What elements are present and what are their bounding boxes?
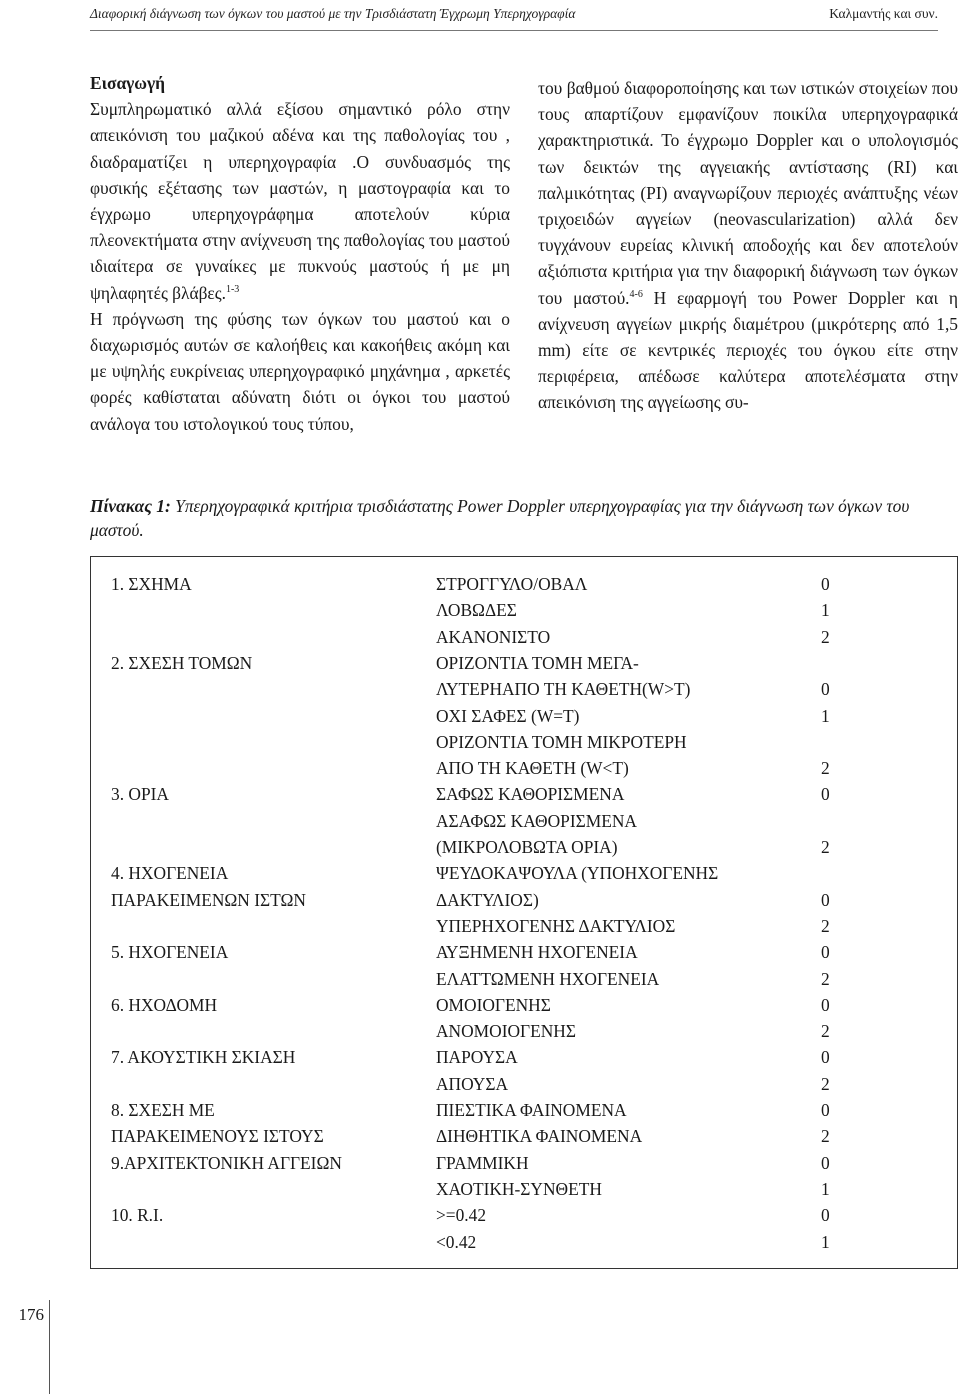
- table-row: [91, 1044, 957, 1070]
- finding-cell: ΟΡΙΖΟΝΤΙΑ ΤΟΜΗ ΜΕΓΑ-: [436, 652, 639, 673]
- reference-superscript: 1-3: [225, 283, 240, 295]
- finding-cell: ΣΤΡΟΓΓΥΛΟ/ΟΒΑΛ: [436, 574, 588, 594]
- finding-cell: ΠΙΕΣΤΙΚΑ ΦΑΙΝΟΜΕΝΑ: [436, 1100, 627, 1120]
- table-row: [91, 624, 957, 650]
- table-row: [91, 1097, 957, 1123]
- finding-cell: >=0.42: [436, 1205, 487, 1226]
- finding-cell: ΑΚΑΝΟΝΙΣΤΟ: [436, 626, 551, 647]
- table-row: [91, 887, 957, 913]
- criterion-cell: 6. ΗΧΟΔΟΜΗ: [111, 994, 218, 1015]
- criterion-cell: 9.ΑΡΧΙΤΕΚΤΟΝΙΚΗ ΑΓΓΕΙΩΝ: [111, 1152, 342, 1173]
- header-authors: Καλμαντής και συν.: [829, 6, 938, 21]
- score-cell: 0: [821, 889, 830, 910]
- finding-cell: ΑΝΟΜΟΙΟΓΕΝΗΣ: [436, 1021, 576, 1042]
- left-paragraph-2: Η πρόγνωση της φύσης των όγκων του μαστού και ο διαχωρισμός αυτών σε καλοήθεις και κακοήθεις ακόμη και με υψηλής ευκρίνειας υπερηχογραφικό μηχάνημα , αρκετές φορές καθίσταται αδύνατη διότι οι όγκοι του μαστού ανάλογα του ιστολογικού τους τύπου,: [90, 308, 510, 434]
- score-cell: 0: [821, 574, 830, 594]
- score-cell: 2: [821, 1126, 830, 1147]
- right-paragraph-2-text: Η εφαρμογή του Power Doppler και η ανίχνευση αγγείων μικρής διαμέτρου (μικρότερης από 1,5 mm) είτε σε κεντρικές περιοχές του όγκου είτε στην περιφέρεια, απέδωσε καλύτερα αποτελέσματα στην απεικόνιση της αγγείωσης συ-: [538, 287, 959, 413]
- criterion-cell: 3. ΟΡΙΑ: [111, 784, 169, 805]
- table-row: [91, 703, 957, 729]
- score-cell: 0: [821, 1100, 830, 1120]
- finding-cell: ΟΧΙ ΣΑΦΕΣ (W=T): [436, 705, 580, 726]
- finding-cell: ΔΙΗΘΗΤΙΚΑ ΦΑΙΝΟΜΕΝΑ: [436, 1126, 643, 1147]
- score-cell: 1: [821, 1178, 830, 1199]
- right-paragraph: [538, 75, 958, 416]
- finding-cell: ΣΑΦΩΣ ΚΑΘΟΡΙΣΜΕΝΑ: [436, 784, 625, 805]
- table-row: [91, 781, 957, 807]
- finding-cell: ΟΜΟΙΟΓΕΝΗΣ: [436, 994, 551, 1015]
- finding-cell: ΠΑΡΟΥΣΑ: [436, 1047, 518, 1068]
- criterion-cell: 5. ΗΧΟΓΕΝΕΙΑ: [111, 942, 229, 963]
- header-article-title: Διαφορική διάγνωση των όγκων του μαστού με την Τρισδιάστατη Έγχρωμη Υπερηχογραφία: [90, 6, 576, 21]
- table-row: [91, 939, 957, 965]
- table-row: [91, 755, 957, 781]
- left-paragraph-1: [90, 96, 510, 306]
- finding-cell: ΟΡΙΖΟΝΤΙΑ ΤΟΜΗ ΜΙΚΡΟΤΕΡΗ: [436, 731, 687, 752]
- criterion-cell: 10. R.I.: [111, 1205, 164, 1226]
- criterion-cell: 2. ΣΧΕΣΗ ΤΟΜΩΝ: [111, 652, 253, 673]
- reference-superscript: 4-6: [629, 288, 643, 300]
- score-cell: 0: [821, 1047, 830, 1068]
- table-row: [91, 966, 957, 992]
- finding-cell: (ΜΙΚΡΟΛΟΒΩΤΑ ΟΡΙΑ): [436, 837, 618, 857]
- table-row: [91, 1229, 957, 1255]
- finding-cell: ΔΑΚΤΥΛΙΟΣ): [436, 889, 539, 910]
- score-cell: 2: [821, 915, 830, 936]
- table-row: [91, 1150, 957, 1176]
- left-paragraph-1-text: Συμπληρωματικό αλλά εξίσου σημαντικό ρόλο στην απεικόνιση του μαζικού αδένα και της παθολογίας του , διαδραματίζει η υπερηχογραφία .Ο συνδυασμός της φυσικής εξέτασης των μαστών, η μαστογραφία και το έγχρωμο υπερηχογράφημα αποτελούν κύρια πλεονεκτήματα στην ανίχνευση της παθολογίας του μαστού ιδιαίτερα σε γυναίκες με πυκνούς μαστούς ή με μη ψηλαφητές βλάβες.: [90, 99, 510, 303]
- section-heading: Εισαγωγή: [90, 73, 166, 93]
- running-header: [90, 4, 938, 31]
- score-cell: 2: [821, 1021, 830, 1042]
- caption-label: Πίνακας 1:: [90, 496, 171, 516]
- table-row: [91, 597, 957, 623]
- score-cell: 0: [821, 1205, 830, 1226]
- table-row: [91, 1202, 957, 1228]
- table-row: [91, 860, 957, 886]
- criterion-cell: ΠΑΡΑΚΕΙΜΕΝΟΥΣ ΙΣΤΟΥΣ: [111, 1126, 324, 1147]
- table-row: [91, 1123, 957, 1149]
- table-row: [91, 650, 957, 676]
- score-cell: 2: [821, 837, 830, 857]
- table-row: [91, 729, 957, 755]
- page-number: 176: [18, 1305, 44, 1324]
- right-column: [538, 75, 958, 416]
- table-row: [91, 808, 957, 834]
- score-cell: 2: [821, 626, 830, 647]
- score-cell: 0: [821, 994, 830, 1015]
- score-cell: 1: [821, 1231, 830, 1252]
- table-row: [91, 571, 957, 597]
- left-column: [90, 70, 510, 437]
- criterion-cell: 7. ΑΚΟΥΣΤΙΚΗ ΣΚΙΑΣΗ: [111, 1047, 296, 1068]
- finding-cell: ΛΟΒΩΔΕΣ: [436, 600, 517, 621]
- right-paragraph-1-text: του βαθμού διαφοροποίησης και των ιστικών στοιχείων που τους απαρτίζουν εμφανίζουν ποικίλα υπερηχογραφικά χαρακτηριστικά. Το έγχρωμο Doppler και ο υπολογισμός των δεικτών της αγγειακής αντίστασης (RI) και παλμικότητας (PI) αναγνωρίζουν περιοχές ανάπτυξης νέων τριχοειδών αγγείων (neovascularization) αλλά δεν τυγχάνουν ευρείας κλινική αποδοχής και δεν αποτελούν αξιόπιστα κριτήρια για την διαφορική διάγνωση των όγκων του μαστού.: [538, 78, 958, 308]
- score-cell: 0: [821, 679, 830, 700]
- criterion-cell: ΠΑΡΑΚΕΙΜΕΝΩΝ ΙΣΤΩΝ: [111, 889, 306, 910]
- caption-text: Υπερηχογραφικά κριτήρια τρισδιάστατης Power Doppler υπερηχογραφίας για την διάγνωση των όγκων του μαστού.: [90, 496, 910, 540]
- score-cell: 0: [821, 784, 830, 805]
- criterion-cell: 1. ΣΧΗΜΑ: [111, 574, 192, 594]
- finding-cell: ΨΕΥΔΟΚΑΨΟΥΛΑ (ΥΠΟΗΧΟΓΕΝΗΣ: [436, 863, 719, 884]
- criteria-table: [90, 556, 958, 1269]
- score-cell: 1: [821, 705, 830, 726]
- finding-cell: ΑΣΑΦΩΣ ΚΑΘΟΡΙΣΜΕΝΑ: [436, 810, 637, 831]
- score-cell: 1: [821, 600, 830, 621]
- finding-cell: ΧΑΟΤΙΚΗ-ΣΥΝΘΕΤΗ: [436, 1178, 602, 1199]
- finding-cell: ΕΛΑΤΤΩΜΕΝΗ ΗΧΟΓΕΝΕΙΑ: [436, 968, 660, 989]
- criterion-cell: 8. ΣΧΕΣΗ ΜΕ: [111, 1100, 215, 1120]
- score-cell: 2: [821, 968, 830, 989]
- table-caption: [90, 494, 958, 542]
- finding-cell: ΛΥΤΕΡΗΑΠΟ ΤΗ ΚΑΘΕΤΗ(W>T): [436, 679, 691, 700]
- finding-cell: ΑΥΞΗΜΕΝΗ ΗΧΟΓΕΝΕΙΑ: [436, 942, 638, 963]
- finding-cell: <0.42: [436, 1231, 477, 1252]
- page-number-rule: [49, 1300, 50, 1394]
- table-row: [91, 992, 957, 1018]
- finding-cell: ΓΡΑΜΜΙΚΗ: [436, 1152, 529, 1173]
- finding-cell: ΑΠΟ ΤΗ ΚΑΘΕΤΗ (W<T): [436, 758, 629, 779]
- table-row: [91, 1071, 957, 1097]
- table-row: [91, 834, 957, 860]
- table-row: [91, 676, 957, 702]
- table-row: [91, 1018, 957, 1044]
- table-row: [91, 913, 957, 939]
- score-cell: 2: [821, 758, 830, 779]
- score-cell: 0: [821, 942, 830, 963]
- score-cell: 2: [821, 1073, 830, 1094]
- finding-cell: ΥΠΕΡΗΧΟΓΕΝΗΣ ΔΑΚΤΥΛΙΟΣ: [436, 915, 676, 936]
- table-row: [91, 1176, 957, 1202]
- score-cell: 0: [821, 1152, 830, 1173]
- finding-cell: ΑΠΟΥΣΑ: [436, 1073, 509, 1094]
- criterion-cell: 4. ΗΧΟΓΕΝΕΙΑ: [111, 863, 229, 884]
